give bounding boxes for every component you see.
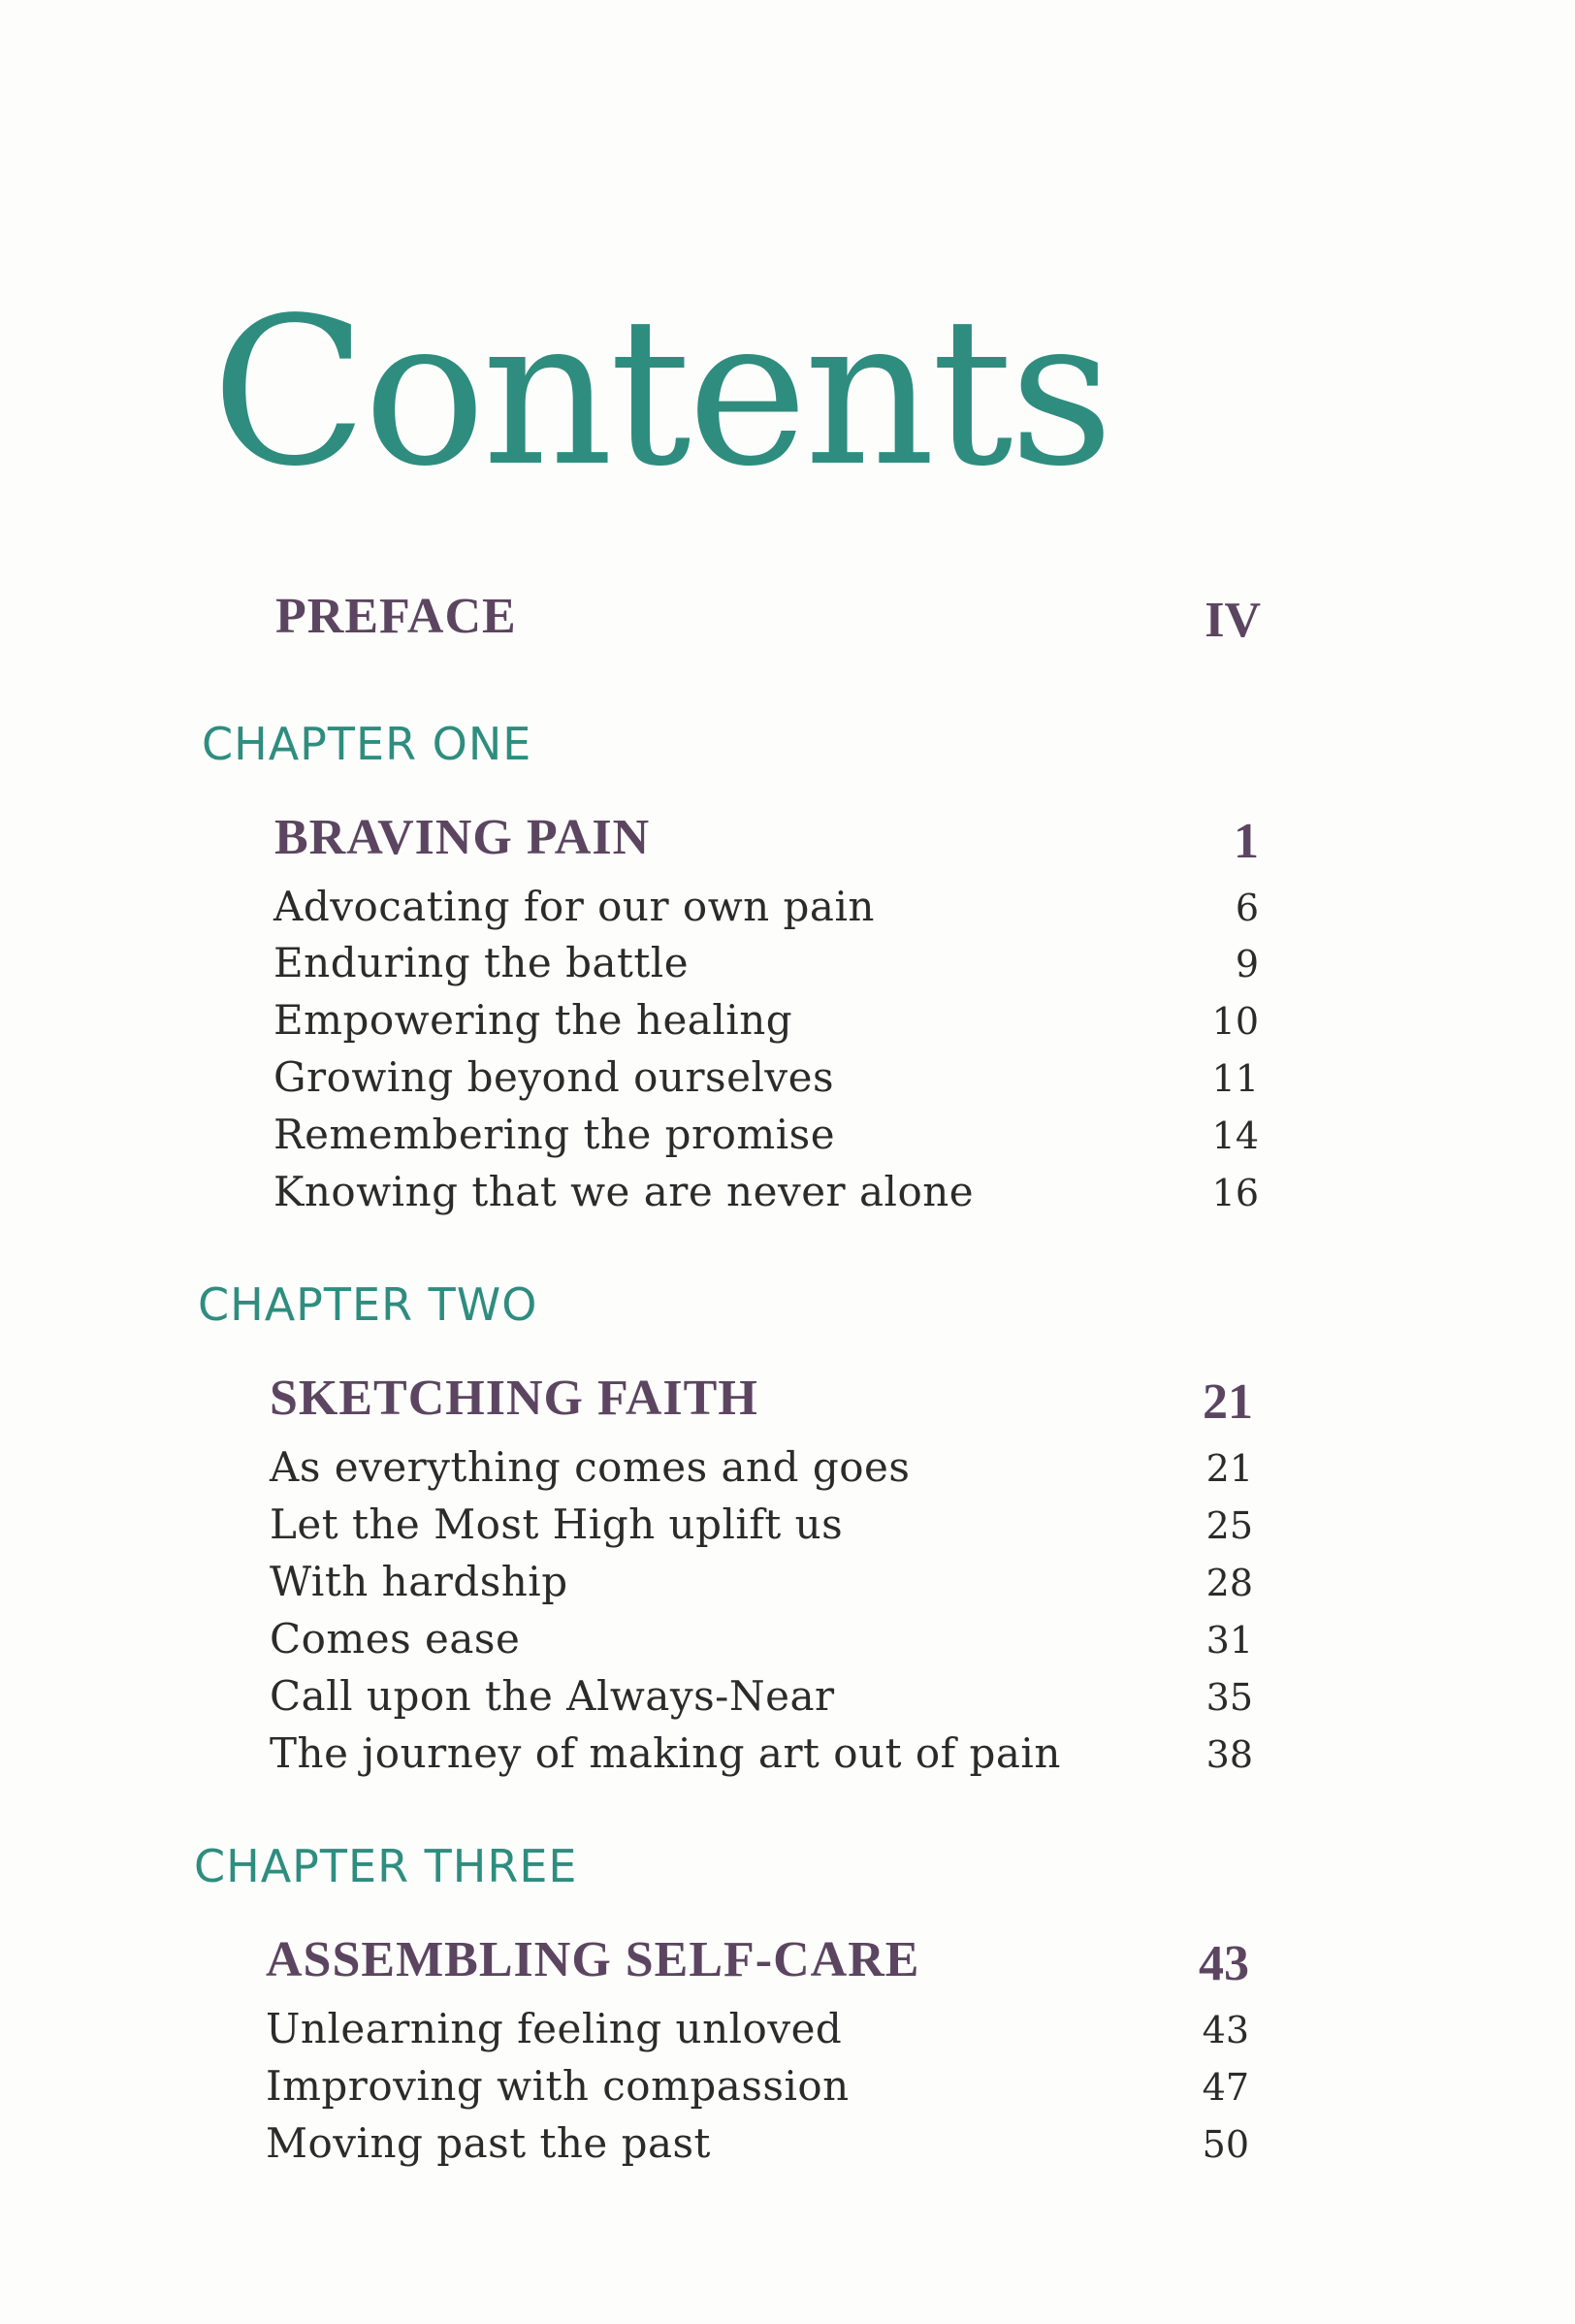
toc-section-title[interactable] [0,809,1575,877]
toc-item-label: Empowering the healing [273,996,793,1044]
chapter-label: CHAPTER THREE [194,1840,578,1892]
toc-page-number: 6 [1235,887,1259,929]
toc-page-number: 1 [1234,814,1259,869]
toc-section-title[interactable] [0,1931,1575,1999]
toc-page-number: 21 [1203,1374,1253,1430]
toc-item-label: Unlearning feeling unloved [266,2005,843,2052]
toc-entry-preface[interactable] [0,588,1575,656]
toc-item-label: Advocating for our own pain [273,883,875,930]
toc-item-label: Call upon the Always-Near [270,1672,835,1720]
toc-page-number: 43 [1199,1936,1249,1991]
toc-page-number: 43 [1202,2009,1249,2051]
page-title: Contents [211,274,1110,511]
toc-page-number: 35 [1205,1676,1253,1719]
toc-item-label: Improving with compassion [266,2062,850,2110]
toc-page-number: 31 [1205,1619,1253,1662]
toc-item-label: With hardship [270,1558,568,1605]
toc-item-label: Remembering the promise [273,1111,836,1158]
toc-page-number: 14 [1211,1114,1259,1157]
chapter-label: CHAPTER TWO [198,1278,538,1331]
toc-page-number: 28 [1205,1562,1253,1604]
toc-item[interactable] [0,1729,1575,1797]
toc-entry-label: PREFACE [275,589,517,644]
toc-page-number: 38 [1205,1733,1253,1776]
toc-page-number: IV [1205,593,1261,648]
toc-item[interactable] [0,1168,1575,1236]
toc-item[interactable] [0,2119,1575,2187]
toc-page-number: 50 [1202,2123,1249,2166]
chapter-label: CHAPTER ONE [202,718,532,770]
toc-page-number: 47 [1202,2066,1249,2109]
toc-page-number: 10 [1211,1000,1259,1043]
section-title: BRAVING PAIN [274,810,651,865]
toc-page-number: 11 [1211,1057,1259,1100]
toc-item-label: Growing beyond ourselves [273,1053,835,1101]
section-title: ASSEMBLING SELF-CARE [266,1932,920,1987]
toc-item-label: As everything comes and goes [270,1443,911,1491]
toc-item-label: Comes ease [270,1615,521,1662]
toc-page-number: 9 [1235,943,1259,985]
toc-item-label: Let the Most High uplift us [270,1501,844,1548]
toc-item-label: Moving past the past [266,2119,711,2167]
toc-page-number: 25 [1205,1504,1253,1547]
toc-item-label: Knowing that we are never alone [273,1168,975,1215]
section-title: SKETCHING FAITH [270,1371,758,1426]
toc-page-number: 21 [1205,1447,1253,1490]
toc-item-label: Enduring the battle [273,939,690,986]
toc-section-title[interactable] [0,1370,1575,1437]
toc-item-label: The journey of making art out of pain [270,1729,1061,1777]
toc-page-number: 16 [1211,1172,1259,1214]
